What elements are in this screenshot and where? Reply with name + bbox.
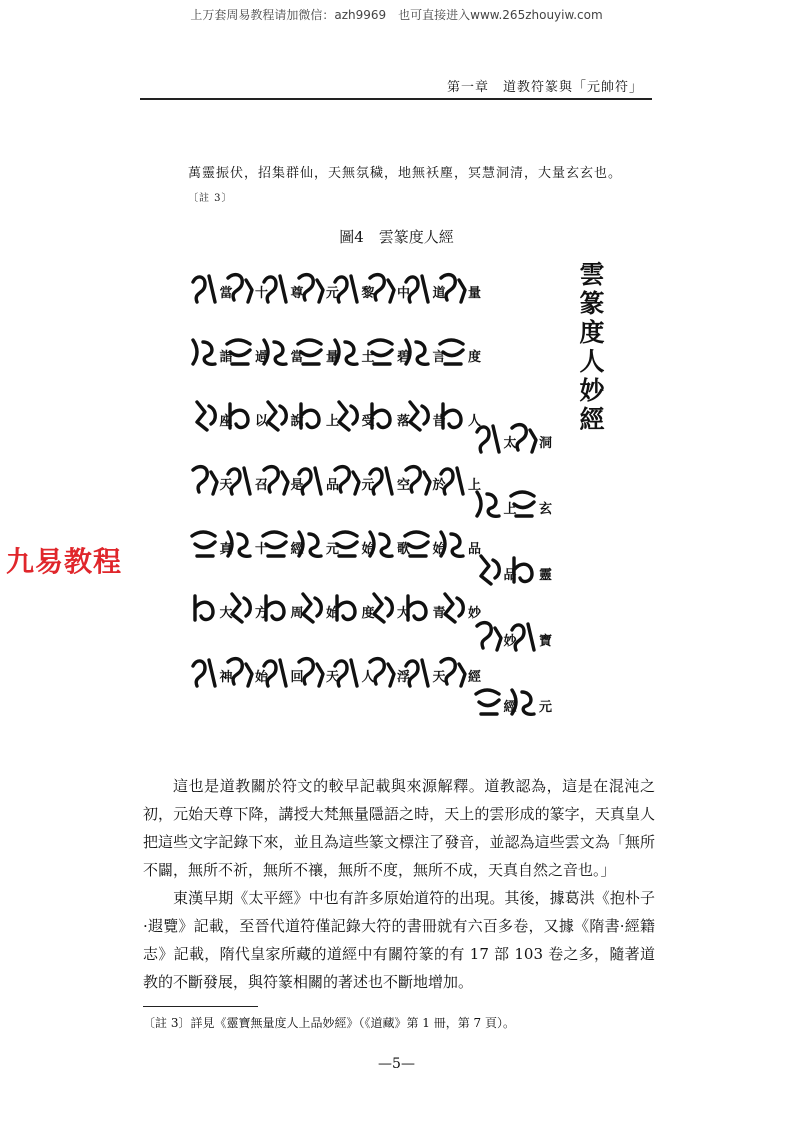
glyph-reading: 量 <box>326 350 340 365</box>
glyph-reading: 說 <box>290 414 304 429</box>
cloud-glyph-icon <box>187 270 221 306</box>
glyph-reading: 碧 <box>397 350 411 365</box>
glyph-reading: 上 <box>326 414 340 429</box>
glyph-reading: 十 <box>255 542 269 557</box>
glyph-reading: 人 <box>468 414 482 429</box>
glyph-reading: 元 <box>361 478 375 493</box>
glyph-reading: 座 <box>219 414 233 429</box>
body-paragraph-2: 東漢早期《太平經》中也有許多原始道符的出現。其後，據葛洪《抱朴子·遐覽》記載，至晉代道符僅記錄大符的書冊就有六百多卷，又據《隋書·經籍志》記載，隋代皇家所藏的道經中有關符篆的有 17 部 103 卷之多，隨著道教的不斷發展，與符篆相關的著述也不斷地增加。 <box>143 889 655 991</box>
glyph-reading: 大 <box>397 606 411 621</box>
glyph-reading: 靈 <box>539 568 553 583</box>
glyph-reading: 寶 <box>539 634 553 649</box>
glyph-reading: 以 <box>255 414 269 429</box>
glyph-reading: 周 <box>290 606 304 621</box>
glyph-reading: 上 <box>468 478 482 493</box>
glyph-reading: 始 <box>326 606 340 621</box>
glyph-reading: 人 <box>361 670 375 685</box>
intro-text: 萬靈振伏，招集群仙，天無氛穢，地無袄塵，冥慧洞清，大量玄玄也。 <box>188 166 623 181</box>
cloud-glyph-icon <box>187 462 221 498</box>
top-banner: 上万套周易教程请加微信：azh9969 也可直接进入www.265zhouyiw.com <box>190 8 603 22</box>
glyph-reading: 道 <box>432 286 446 301</box>
glyph-reading: 品 <box>468 542 482 557</box>
glyph-reading: 黎 <box>361 286 375 301</box>
glyph-reading: 昔 <box>432 414 446 429</box>
glyph-reading: 召 <box>255 478 269 493</box>
glyph-reading: 大 <box>219 606 233 621</box>
glyph-reading: 真 <box>219 542 233 557</box>
glyph-reading: 品 <box>503 568 517 583</box>
glyph-reading: 受 <box>361 414 375 429</box>
watermark-logo: 九易教程 <box>6 545 123 578</box>
glyph-reading: 妙 <box>503 634 517 649</box>
glyph-reading: 品 <box>326 478 340 493</box>
glyph-reading: 天 <box>432 670 446 685</box>
cloud-glyph-icon <box>187 334 221 370</box>
figure-cell <box>187 586 243 632</box>
figure-cell <box>187 394 243 440</box>
footnote: 〔註 3〕詳見《靈寶無量度人上品妙經》（《道藏》第 1 冊，第 7 頁）。 <box>143 1016 515 1030</box>
glyph-reading: 元 <box>326 286 340 301</box>
glyph-reading: 上 <box>503 502 517 517</box>
glyph-reading: 落 <box>397 414 411 429</box>
glyph-reading: 方 <box>255 606 269 621</box>
glyph-reading: 始 <box>361 542 375 557</box>
figure-caption: 圖4 雲篆度人經 <box>339 228 454 246</box>
glyph-reading: 始 <box>255 670 269 685</box>
intro-paragraph <box>188 162 628 211</box>
glyph-reading: 元 <box>326 542 340 557</box>
glyph-reading: 當 <box>219 286 233 301</box>
glyph-reading: 是 <box>290 478 304 493</box>
glyph-reading: 天 <box>219 478 233 493</box>
footnote-rule <box>143 1006 258 1007</box>
header-rule <box>140 98 652 100</box>
page-number: —5— <box>378 1056 415 1072</box>
body-paragraph-1: 這也是道教關於符文的較早記載與來源解釋。道教認為，這是在混沌之初，元始天尊下降，講授大梵無量隱語之時，天上的雲形成的篆字，天真皇人把這些文字記錄下來，並且為這些篆文標注了發音，並認為這些雲文為「無所不闢，無所不祈，無所不禳，無所不度，無所不成，天真自然之音也。」 <box>143 777 655 879</box>
glyph-reading: 中 <box>397 286 411 301</box>
figure-cell <box>187 458 243 504</box>
glyph-reading: 度 <box>361 606 375 621</box>
glyph-reading: 太 <box>503 436 517 451</box>
figure-cell <box>187 522 243 568</box>
glyph-reading: 洞 <box>539 436 553 451</box>
glyph-reading: 天 <box>326 670 340 685</box>
glyph-reading: 量 <box>468 286 482 301</box>
glyph-reading: 浮 <box>397 670 411 685</box>
figure-cell <box>187 266 243 312</box>
glyph-reading: 經 <box>290 542 304 557</box>
cloud-glyph-icon <box>187 590 221 626</box>
glyph-reading: 詣 <box>219 350 233 365</box>
figure-cell <box>187 650 243 696</box>
glyph-reading: 妙 <box>468 606 482 621</box>
cloud-script-figure <box>184 260 614 760</box>
glyph-reading: 青 <box>432 606 446 621</box>
glyph-reading: 玄 <box>539 502 553 517</box>
note-reference: 〔註 3〕 <box>188 193 233 204</box>
glyph-reading: 於 <box>432 478 446 493</box>
glyph-reading: 元 <box>539 700 553 715</box>
glyph-reading: 度 <box>468 350 482 365</box>
glyph-reading: 土 <box>361 350 375 365</box>
glyph-reading: 神 <box>219 670 233 685</box>
cloud-glyph-icon <box>187 526 221 562</box>
glyph-reading: 空 <box>397 478 411 493</box>
glyph-reading: 當 <box>290 350 304 365</box>
glyph-reading: 言 <box>432 350 446 365</box>
glyph-reading: 歌 <box>397 542 411 557</box>
figure-column <box>187 266 243 756</box>
glyph-reading: 經 <box>468 670 482 685</box>
glyph-reading: 始 <box>432 542 446 557</box>
glyph-reading: 回 <box>290 670 304 685</box>
cloud-glyph-icon <box>187 398 221 434</box>
glyph-reading: 尊 <box>290 286 304 301</box>
glyph-reading: 過 <box>255 350 269 365</box>
glyph-reading: 十 <box>255 286 269 301</box>
running-head: 第一章 道教符篆與「元帥符」 <box>446 80 643 95</box>
glyph-reading: 經 <box>503 700 517 715</box>
figure-cell <box>187 330 243 376</box>
figure-title: 雲篆度人妙經 <box>579 260 605 434</box>
cloud-glyph-icon <box>187 654 221 690</box>
